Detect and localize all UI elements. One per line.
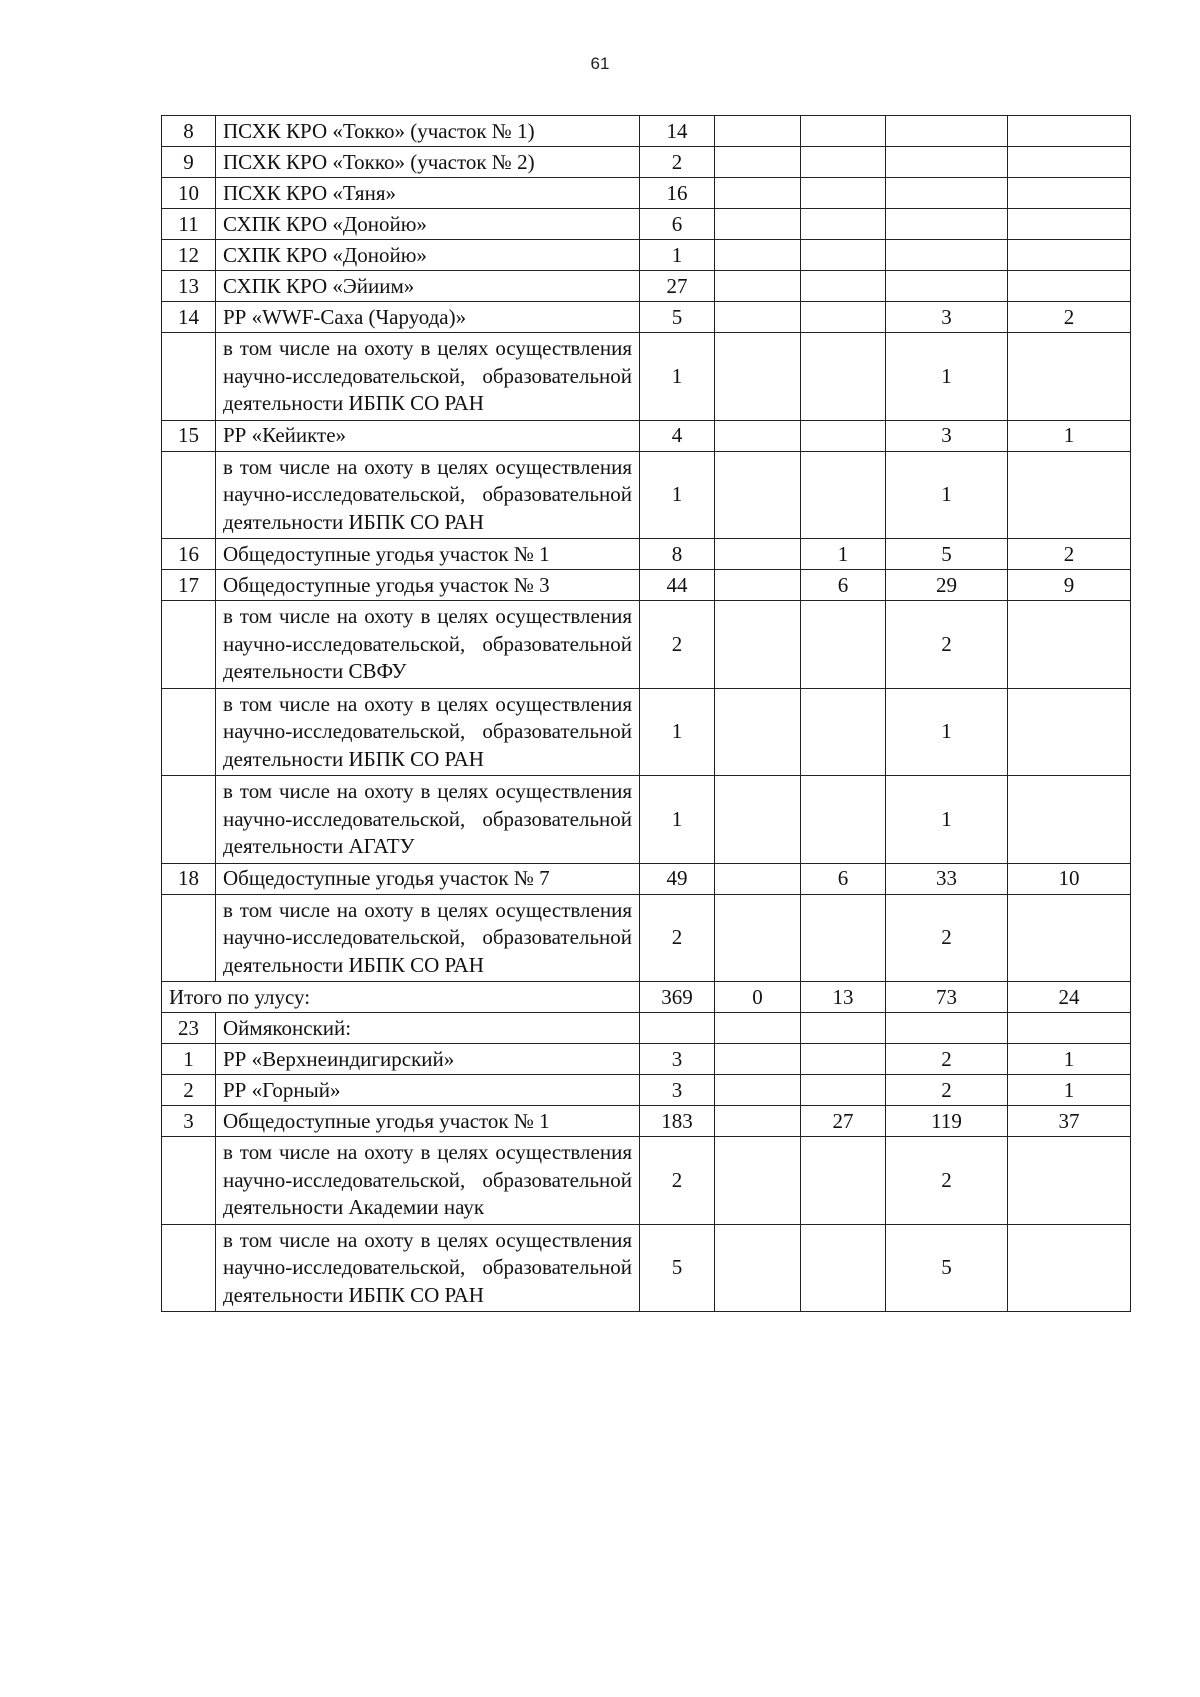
value-cell-v1: 6 — [640, 209, 715, 240]
value-cell-v4: 5 — [886, 539, 1008, 570]
value-cell-v3 — [801, 688, 886, 776]
value-cell-v5: 1 — [1008, 420, 1131, 451]
value-cell-v5 — [1008, 894, 1131, 982]
value-cell-v5 — [1008, 116, 1131, 147]
value-cell-v5 — [1008, 1013, 1131, 1044]
value-cell-v2 — [715, 570, 801, 601]
row-number — [162, 776, 216, 864]
value-cell-v1: 14 — [640, 116, 715, 147]
row-name: Общедоступные угодья участок № 3 — [216, 570, 640, 601]
page-number: 61 — [590, 54, 610, 73]
value-cell-v4: 1 — [886, 451, 1008, 539]
value-cell-v3 — [801, 333, 886, 421]
value-cell-v2 — [715, 333, 801, 421]
value-cell-v3 — [801, 147, 886, 178]
value-cell-v4: 119 — [886, 1106, 1008, 1137]
table-body — [162, 116, 1131, 1312]
table-row — [162, 776, 1131, 864]
value-cell-v5 — [1008, 209, 1131, 240]
value-cell-v5 — [1008, 1137, 1131, 1225]
value-cell-v1: 1 — [640, 688, 715, 776]
value-cell-v1: 44 — [640, 570, 715, 601]
table-row — [162, 1044, 1131, 1075]
value-cell-v4: 2 — [886, 1137, 1008, 1225]
value-cell-v1: 369 — [640, 982, 715, 1013]
table-row — [162, 1075, 1131, 1106]
table-row — [162, 451, 1131, 539]
value-cell-v2 — [715, 209, 801, 240]
value-cell-v5: 9 — [1008, 570, 1131, 601]
value-cell-v2 — [715, 420, 801, 451]
value-cell-v2 — [715, 688, 801, 776]
table-row — [162, 1106, 1131, 1137]
sub-item-description: в том числе на охоту в целях осуществления научно-исследовательской, образовательной деятельности ИБПК СО РАН — [216, 894, 640, 982]
value-cell-v4: 2 — [886, 1075, 1008, 1106]
value-cell-v1: 5 — [640, 1224, 715, 1312]
value-cell-v5 — [1008, 776, 1131, 864]
value-cell-v3 — [801, 1224, 886, 1312]
value-cell-v3 — [801, 1075, 886, 1106]
value-cell-v4 — [886, 116, 1008, 147]
row-name: РР «Верхнеиндигирский» — [216, 1044, 640, 1075]
row-number — [162, 1224, 216, 1312]
table-row — [162, 1137, 1131, 1225]
row-number — [162, 451, 216, 539]
value-cell-v3: 6 — [801, 863, 886, 894]
table-row — [162, 601, 1131, 689]
row-number: 12 — [162, 240, 216, 271]
table-row — [162, 271, 1131, 302]
value-cell-v4 — [886, 178, 1008, 209]
row-number: 17 — [162, 570, 216, 601]
row-name: РР «Кейикте» — [216, 420, 640, 451]
row-number: 1 — [162, 1044, 216, 1075]
table-row — [162, 333, 1131, 421]
value-cell-v2 — [715, 240, 801, 271]
value-cell-v3 — [801, 271, 886, 302]
value-cell-v4: 2 — [886, 894, 1008, 982]
row-number — [162, 601, 216, 689]
value-cell-v1: 5 — [640, 302, 715, 333]
value-cell-v3 — [801, 776, 886, 864]
total-label: Итого по улусу: — [162, 982, 640, 1013]
value-cell-v5: 1 — [1008, 1044, 1131, 1075]
sub-item-description: в том числе на охоту в целях осуществления научно-исследовательской, образовательной деятельности ИБПК СО РАН — [216, 333, 640, 421]
row-number: 14 — [162, 302, 216, 333]
value-cell-v5 — [1008, 240, 1131, 271]
value-cell-v1: 2 — [640, 601, 715, 689]
value-cell-v3: 1 — [801, 539, 886, 570]
value-cell-v4 — [886, 147, 1008, 178]
sub-item-description: в том числе на охоту в целях осуществления научно-исследовательской, образовательной деятельности АГАТУ — [216, 776, 640, 864]
row-name: СХПК КРО «Донойю» — [216, 240, 640, 271]
value-cell-v5 — [1008, 601, 1131, 689]
row-number: 3 — [162, 1106, 216, 1137]
row-number: 18 — [162, 863, 216, 894]
value-cell-v5 — [1008, 1224, 1131, 1312]
value-cell-v3 — [801, 1044, 886, 1075]
row-number — [162, 688, 216, 776]
sub-item-description: в том числе на охоту в целях осуществления научно-исследовательской, образовательной деятельности СВФУ — [216, 601, 640, 689]
row-name: ПСХК КРО «Токко» (участок № 1) — [216, 116, 640, 147]
value-cell-v2 — [715, 116, 801, 147]
row-name: Оймяконский: — [216, 1013, 640, 1044]
table-row — [162, 863, 1131, 894]
sub-item-description: в том числе на охоту в целях осуществления научно-исследовательской, образовательной деятельности ИБПК СО РАН — [216, 451, 640, 539]
table-row — [162, 1013, 1131, 1044]
value-cell-v3 — [801, 1137, 886, 1225]
value-cell-v2 — [715, 1013, 801, 1044]
value-cell-v4: 73 — [886, 982, 1008, 1013]
row-number: 23 — [162, 1013, 216, 1044]
value-cell-v2 — [715, 147, 801, 178]
row-name: РР «Горный» — [216, 1075, 640, 1106]
table-row — [162, 209, 1131, 240]
value-cell-v5 — [1008, 271, 1131, 302]
table-row — [162, 147, 1131, 178]
row-name: СХПК КРО «Донойю» — [216, 209, 640, 240]
value-cell-v2 — [715, 178, 801, 209]
value-cell-v1: 27 — [640, 271, 715, 302]
value-cell-v3 — [801, 420, 886, 451]
value-cell-v1: 183 — [640, 1106, 715, 1137]
row-name: СХПК КРО «Эйиим» — [216, 271, 640, 302]
table-row — [162, 894, 1131, 982]
value-cell-v2 — [715, 601, 801, 689]
value-cell-v2 — [715, 539, 801, 570]
row-name: Общедоступные угодья участок № 7 — [216, 863, 640, 894]
sub-item-description: в том числе на охоту в целях осуществления научно-исследовательской, образовательной деятельности ИБПК СО РАН — [216, 1224, 640, 1312]
value-cell-v1: 1 — [640, 451, 715, 539]
table-row — [162, 420, 1131, 451]
row-number: 16 — [162, 539, 216, 570]
row-number: 13 — [162, 271, 216, 302]
value-cell-v3: 6 — [801, 570, 886, 601]
sub-item-description: в том числе на охоту в целях осуществления научно-исследовательской, образовательной деятельности Академии наук — [216, 1137, 640, 1225]
value-cell-v2 — [715, 1044, 801, 1075]
value-cell-v1: 16 — [640, 178, 715, 209]
value-cell-v2 — [715, 302, 801, 333]
value-cell-v5: 2 — [1008, 539, 1131, 570]
value-cell-v5: 24 — [1008, 982, 1131, 1013]
value-cell-v2 — [715, 863, 801, 894]
value-cell-v4: 1 — [886, 776, 1008, 864]
value-cell-v2 — [715, 271, 801, 302]
value-cell-v4: 3 — [886, 302, 1008, 333]
value-cell-v3 — [801, 209, 886, 240]
value-cell-v2 — [715, 1137, 801, 1225]
table-row — [162, 116, 1131, 147]
value-cell-v1: 4 — [640, 420, 715, 451]
row-number — [162, 333, 216, 421]
value-cell-v2 — [715, 1075, 801, 1106]
value-cell-v4: 1 — [886, 688, 1008, 776]
row-number: 9 — [162, 147, 216, 178]
value-cell-v3 — [801, 1013, 886, 1044]
value-cell-v3: 27 — [801, 1106, 886, 1137]
table-row — [162, 240, 1131, 271]
value-cell-v3: 13 — [801, 982, 886, 1013]
row-number: 11 — [162, 209, 216, 240]
value-cell-v5 — [1008, 451, 1131, 539]
value-cell-v4: 2 — [886, 1044, 1008, 1075]
value-cell-v3 — [801, 116, 886, 147]
table-row — [162, 570, 1131, 601]
row-name: Общедоступные угодья участок № 1 — [216, 539, 640, 570]
value-cell-v1: 49 — [640, 863, 715, 894]
value-cell-v5 — [1008, 688, 1131, 776]
value-cell-v4 — [886, 1013, 1008, 1044]
value-cell-v3 — [801, 302, 886, 333]
row-name: РР «WWF-Саха (Чаруода)» — [216, 302, 640, 333]
value-cell-v1: 2 — [640, 894, 715, 982]
value-cell-v4: 3 — [886, 420, 1008, 451]
value-cell-v1: 2 — [640, 1137, 715, 1225]
table-row — [162, 1224, 1131, 1312]
total-row — [162, 982, 1131, 1013]
value-cell-v4: 5 — [886, 1224, 1008, 1312]
value-cell-v4 — [886, 271, 1008, 302]
row-name: ПСХК КРО «Тяня» — [216, 178, 640, 209]
value-cell-v1: 3 — [640, 1075, 715, 1106]
value-cell-v1: 1 — [640, 240, 715, 271]
row-number: 8 — [162, 116, 216, 147]
sub-item-description: в том числе на охоту в целях осуществления научно-исследовательской, образовательной деятельности ИБПК СО РАН — [216, 688, 640, 776]
value-cell-v5: 1 — [1008, 1075, 1131, 1106]
value-cell-v2: 0 — [715, 982, 801, 1013]
row-name: ПСХК КРО «Токко» (участок № 2) — [216, 147, 640, 178]
quota-table — [161, 115, 1131, 1312]
value-cell-v2 — [715, 1224, 801, 1312]
value-cell-v2 — [715, 776, 801, 864]
value-cell-v4: 33 — [886, 863, 1008, 894]
value-cell-v5: 2 — [1008, 302, 1131, 333]
row-number: 10 — [162, 178, 216, 209]
value-cell-v5 — [1008, 178, 1131, 209]
value-cell-v1: 2 — [640, 147, 715, 178]
table-row — [162, 178, 1131, 209]
value-cell-v4 — [886, 240, 1008, 271]
value-cell-v4: 1 — [886, 333, 1008, 421]
value-cell-v1: 1 — [640, 776, 715, 864]
value-cell-v4 — [886, 209, 1008, 240]
value-cell-v5 — [1008, 147, 1131, 178]
value-cell-v1 — [640, 1013, 715, 1044]
value-cell-v4: 29 — [886, 570, 1008, 601]
row-name: Общедоступные угодья участок № 1 — [216, 1106, 640, 1137]
value-cell-v1: 8 — [640, 539, 715, 570]
table-row — [162, 302, 1131, 333]
value-cell-v3 — [801, 240, 886, 271]
row-number: 15 — [162, 420, 216, 451]
row-number: 2 — [162, 1075, 216, 1106]
value-cell-v3 — [801, 451, 886, 539]
value-cell-v1: 3 — [640, 1044, 715, 1075]
value-cell-v5 — [1008, 333, 1131, 421]
value-cell-v5: 10 — [1008, 863, 1131, 894]
table-row — [162, 539, 1131, 570]
value-cell-v1: 1 — [640, 333, 715, 421]
value-cell-v2 — [715, 1106, 801, 1137]
row-number — [162, 894, 216, 982]
value-cell-v2 — [715, 894, 801, 982]
value-cell-v3 — [801, 178, 886, 209]
value-cell-v3 — [801, 601, 886, 689]
row-number — [162, 1137, 216, 1225]
value-cell-v3 — [801, 894, 886, 982]
table-row — [162, 688, 1131, 776]
value-cell-v5: 37 — [1008, 1106, 1131, 1137]
value-cell-v4: 2 — [886, 601, 1008, 689]
value-cell-v2 — [715, 451, 801, 539]
